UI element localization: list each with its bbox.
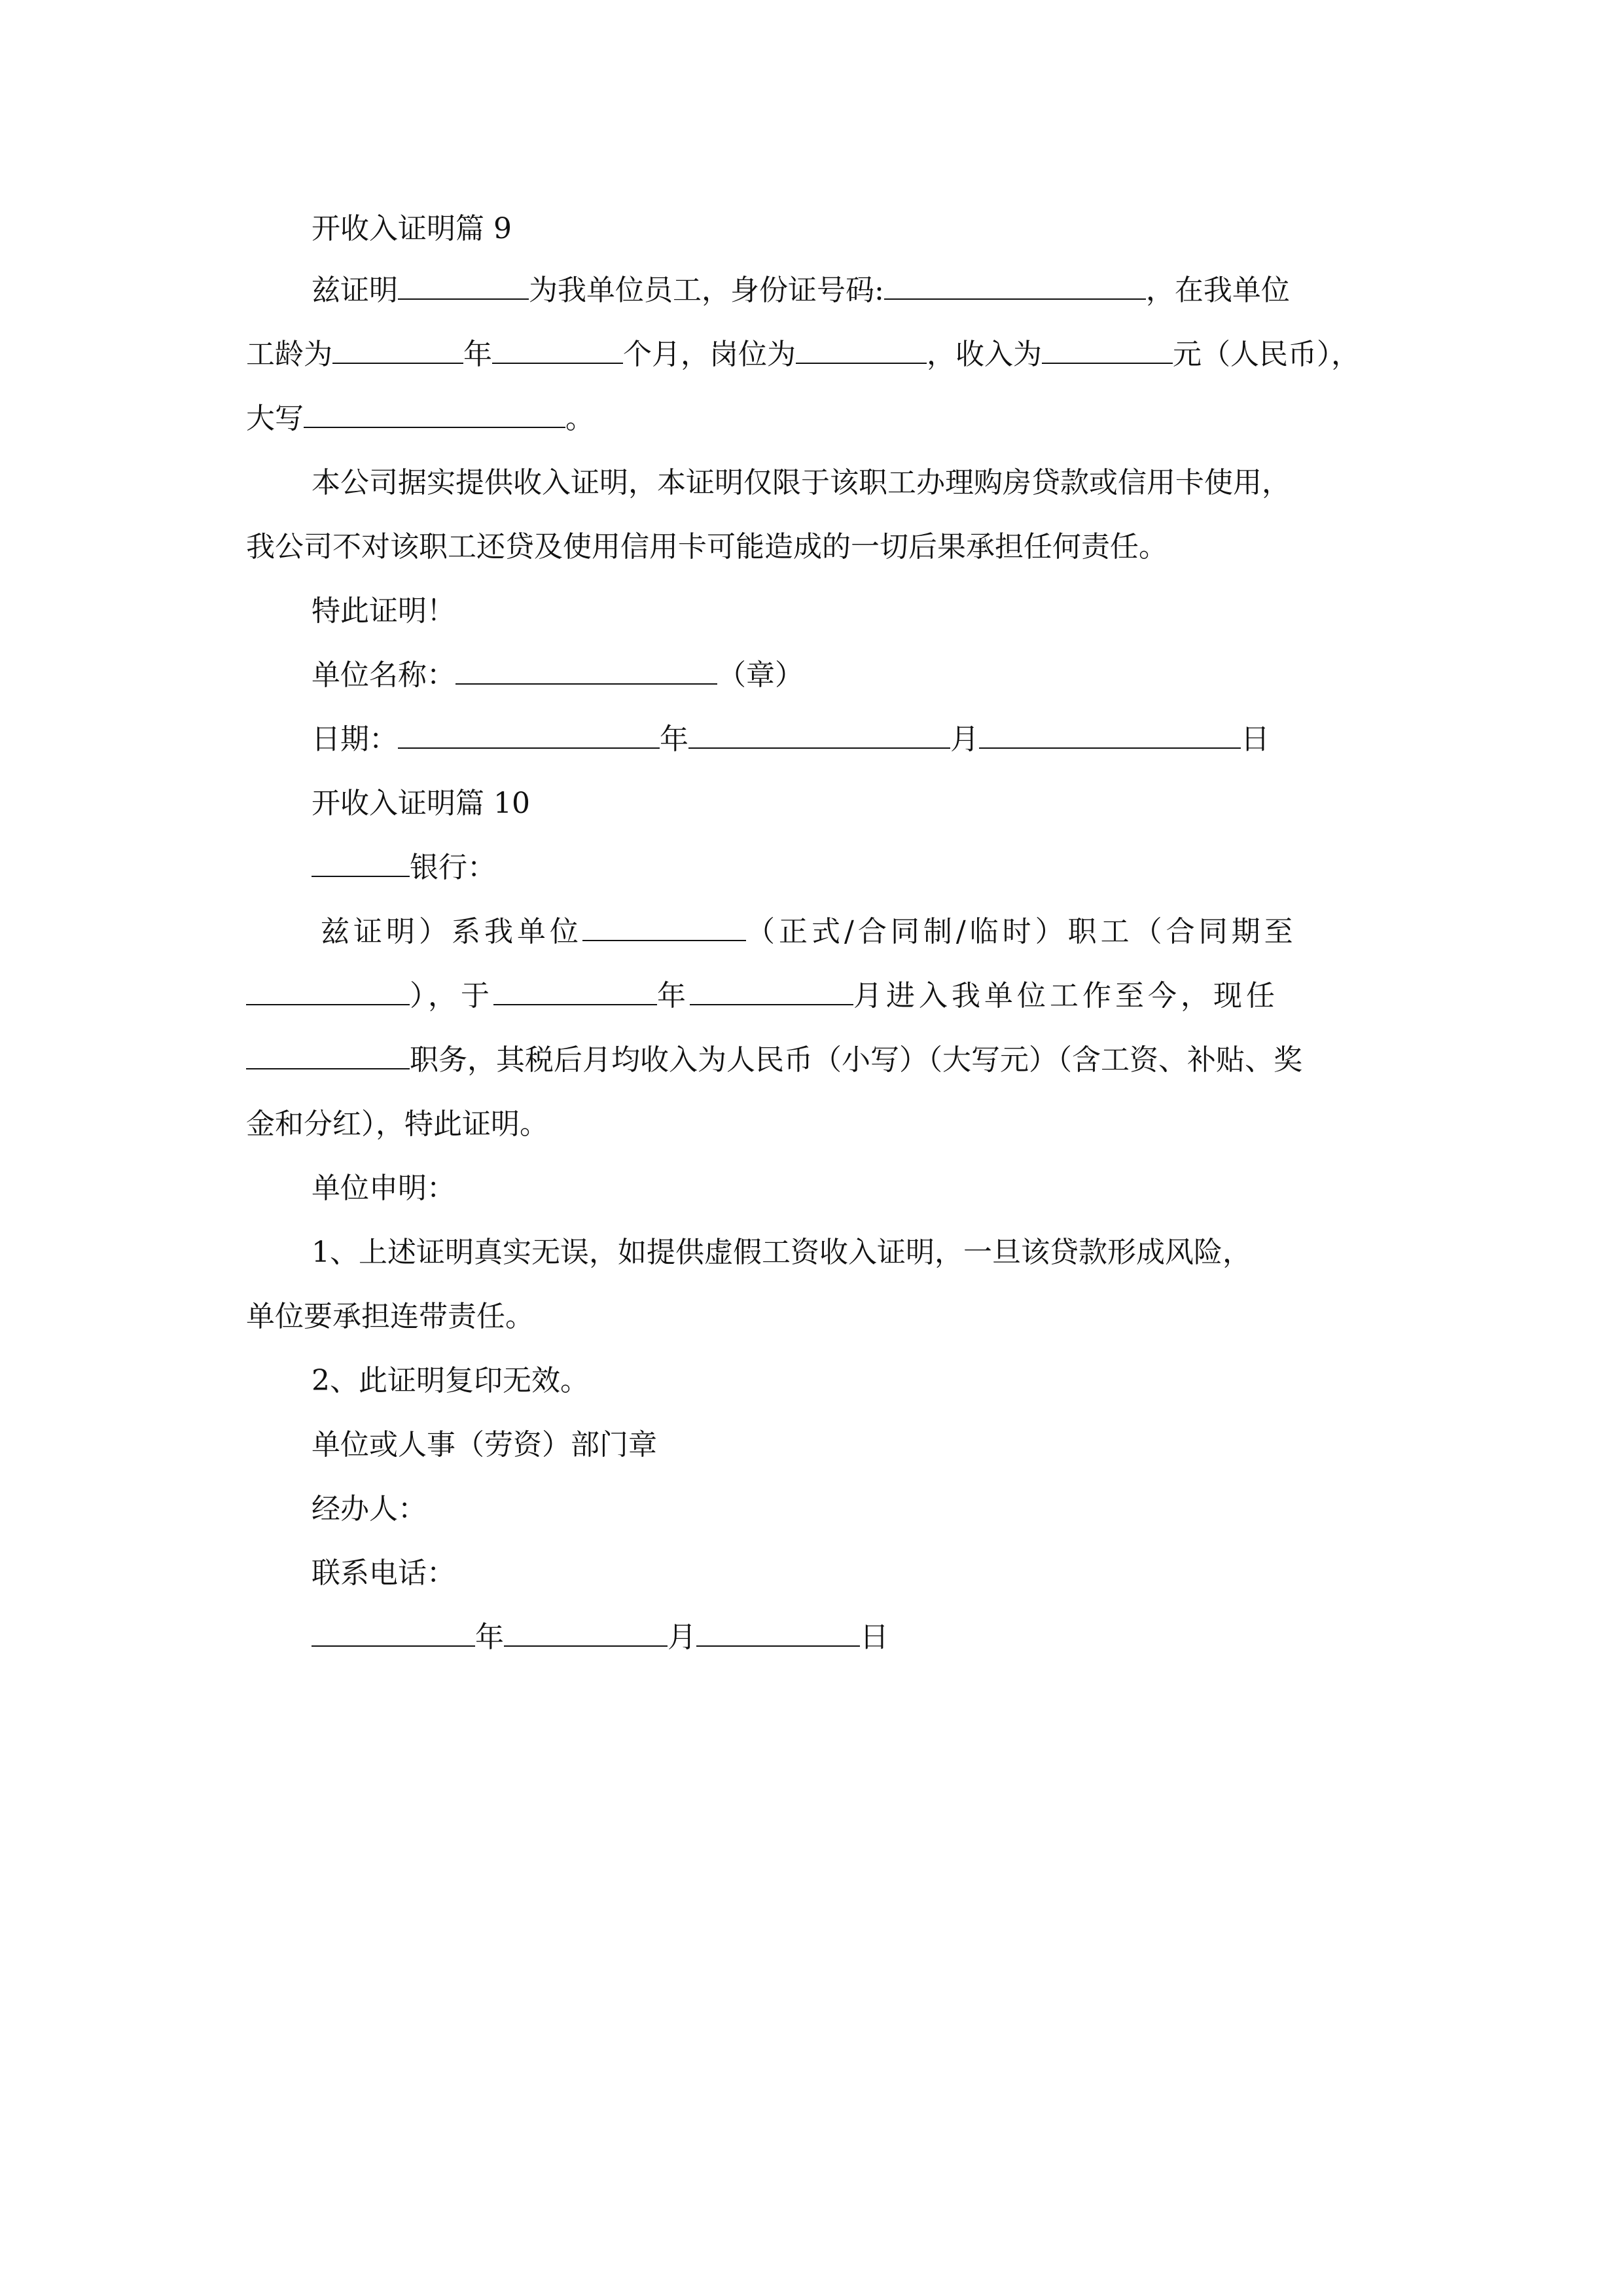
text: 兹证明）系我单位 — [321, 915, 582, 948]
years-blank[interactable] — [332, 339, 463, 364]
section9-para-5 — [246, 528, 1168, 567]
text: 日 — [1241, 723, 1270, 756]
day-blank[interactable] — [979, 724, 1241, 749]
text: 元（人民币）， — [1173, 338, 1360, 371]
section10-para-4 — [246, 1105, 548, 1144]
text: 单位申明： — [312, 1172, 455, 1205]
section10-item-1-cont — [246, 1297, 534, 1336]
section10-title — [312, 784, 530, 823]
section9-para-1 — [312, 271, 1290, 310]
text: 联系电话： — [312, 1556, 455, 1590]
text: 为我单位员工，身份证号码: — [529, 274, 884, 307]
text: 年 — [475, 1621, 504, 1654]
section9-para-2 — [246, 335, 1360, 374]
section9-title-text: 开收入证明篇 9 — [312, 212, 512, 245]
section10-para-2 — [246, 977, 1279, 1016]
text: 日期： — [312, 723, 398, 756]
amount-in-words-blank[interactable] — [304, 403, 565, 428]
month-blank[interactable] — [688, 724, 950, 749]
section10-declare — [312, 1169, 455, 1208]
section10-handler — [312, 1490, 427, 1529]
unit-blank[interactable] — [582, 916, 746, 941]
text: ，收入为 — [927, 338, 1042, 371]
text: 年 — [660, 723, 688, 756]
join-year-blank[interactable] — [493, 980, 657, 1005]
text: 2、此证明复印无效。 — [312, 1364, 589, 1397]
text: 1、上述证明真实无误，如提供虚假工资收入证明，一旦该贷款形成风险， — [312, 1236, 1251, 1269]
bank-blank[interactable] — [312, 852, 410, 877]
text: 职务，其税后月均收入为人民币（小写）（大写元）（含工资、补贴、奖 — [410, 1043, 1302, 1077]
section9-special — [312, 592, 455, 631]
section9-para-3 — [246, 399, 594, 439]
name-blank[interactable] — [398, 275, 529, 300]
text: 。 — [565, 402, 594, 435]
year-blank[interactable] — [398, 724, 660, 749]
text: 年 — [657, 979, 690, 1013]
text: 金和分红），特此证明。 — [246, 1107, 548, 1141]
text: （章） — [717, 658, 804, 692]
text: 个月，岗位为 — [623, 338, 796, 371]
income-blank[interactable] — [1042, 339, 1173, 364]
text: 我公司不对该职工还贷及使用信用卡可能造成的一切后果承担任何责任。 — [246, 530, 1168, 564]
day-blank[interactable] — [696, 1622, 860, 1647]
section9-title — [312, 209, 512, 249]
months-blank[interactable] — [492, 339, 623, 364]
section10-title-text: 开收入证明篇 10 — [312, 787, 530, 820]
duty-blank[interactable] — [246, 1045, 410, 1069]
text: 年 — [463, 338, 492, 371]
text: ，在我单位 — [1145, 274, 1290, 307]
year-blank[interactable] — [312, 1622, 475, 1647]
section10-para-1 — [321, 912, 1297, 952]
join-month-blank[interactable] — [690, 980, 853, 1005]
id-number-blank[interactable] — [884, 275, 1146, 300]
text: 月 — [668, 1621, 696, 1654]
section10-phone — [312, 1554, 455, 1593]
text: 本公司据实提供收入证明，本证明仅限于该职工办理购房贷款或信用卡使用， — [312, 466, 1291, 499]
text: 大写 — [246, 402, 304, 435]
text: 工龄为 — [246, 338, 332, 371]
section9-date — [312, 720, 1270, 759]
month-blank[interactable] — [504, 1622, 668, 1647]
text: 特此证明！ — [312, 594, 455, 628]
section9-unit-name — [312, 656, 804, 695]
text: 月进入我单位工作至今，现任 — [853, 979, 1279, 1013]
text: 日 — [860, 1621, 889, 1654]
text: 兹证明 — [312, 274, 398, 307]
text: 单位要承担连带责任。 — [246, 1300, 534, 1333]
text: 单位或人事（劳资）部门章 — [312, 1428, 657, 1462]
unit-name-blank[interactable] — [455, 660, 717, 685]
section10-seal — [312, 1426, 657, 1465]
section10-bank — [312, 848, 496, 888]
section10-item-1 — [312, 1233, 1251, 1272]
section10-para-3 — [246, 1041, 1302, 1080]
position-blank[interactable] — [796, 339, 927, 364]
section9-para-4 — [312, 463, 1291, 503]
section10-date — [312, 1618, 889, 1657]
text: 月 — [950, 723, 979, 756]
text: 单位名称： — [312, 658, 455, 692]
text: （正式/合同制/临时）职工（合同期至 — [746, 915, 1297, 948]
contract-end-blank[interactable] — [246, 980, 410, 1005]
text: 银行： — [410, 851, 496, 884]
section10-item-2 — [312, 1361, 589, 1401]
text: 经办人： — [312, 1492, 427, 1526]
text: ），于 — [410, 979, 493, 1013]
